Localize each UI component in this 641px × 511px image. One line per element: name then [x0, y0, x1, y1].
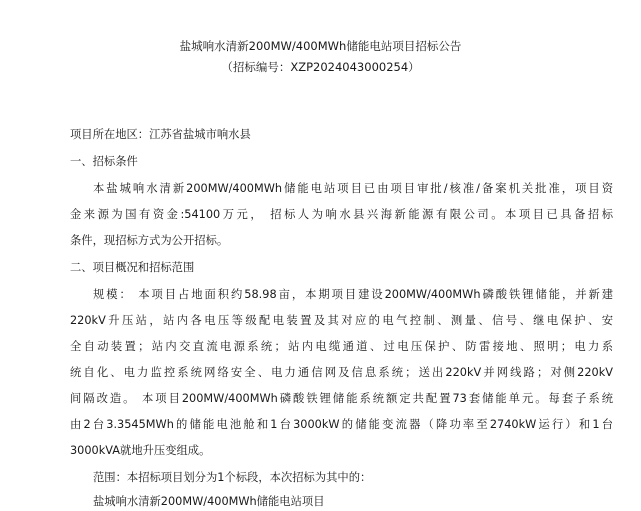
document-title: 盐城响水清新200MW/400MWh储能电站项目招标公告 [179, 39, 462, 53]
scope-text: 范围：本招标项目划分为1个标段，本次招标为其中的： [93, 471, 372, 484]
scale-line-7: 3000kVA就地升压变组成。 [70, 444, 211, 457]
scale-line-3: 全自动装置；站内交直流电源系统；站内电缆通道、过电压保护、防雷接地、照明；电力系 [70, 340, 613, 353]
scale-line-2: 220kV升压站，站内各电压等级配电装置及其对应的电气控制、测量、信号、继电保护、安 [70, 314, 613, 327]
bid-conditions-line-3: 条件，现招标方式为公开招标。 [70, 234, 229, 247]
scale-line-6: 由2台3.3545MWh的储能电池舱和1台3000kW的储能变流器（降功率至2740kW运行）和1台 [70, 418, 613, 431]
project-location: 项目所在地区：江苏省盐城市响水县 [70, 128, 251, 141]
scale-line-1: 规模： 本项目占地面积约58.98亩，本期项目建设200MW/400MWh磷酸铁锂储能，并新建 [93, 288, 613, 301]
lot-name: 盐城响水清新200MW/400MWh储能电站项目 [93, 495, 325, 508]
section-heading-project-overview: 二、项目概况和招标范围 [70, 261, 195, 274]
scale-line-5: 间隔改造。 本项目200MW/400MWh磷酸铁锂储能系统额定共配置73套储能单元。每套子系统 [70, 392, 613, 405]
bid-conditions-line-1: 本盐城响水清新200MW/400MWh储能电站项目已由项目审批/核准/备案机关批准，项目资 [93, 182, 613, 195]
scale-line-4: 统自化、电力监控系统网络安全、电力通信网及信息系统；送出220kV并网线路；对侧220kV [70, 366, 613, 379]
bid-conditions-line-2: 金来源为国有资金:54100万元， 招标人为响水县兴海新能源有限公司。本项目已具备招标 [70, 208, 613, 221]
section-heading-bid-conditions: 一、招标条件 [70, 155, 138, 168]
bid-number: （招标编号：XZP2024043000254） [221, 60, 420, 74]
